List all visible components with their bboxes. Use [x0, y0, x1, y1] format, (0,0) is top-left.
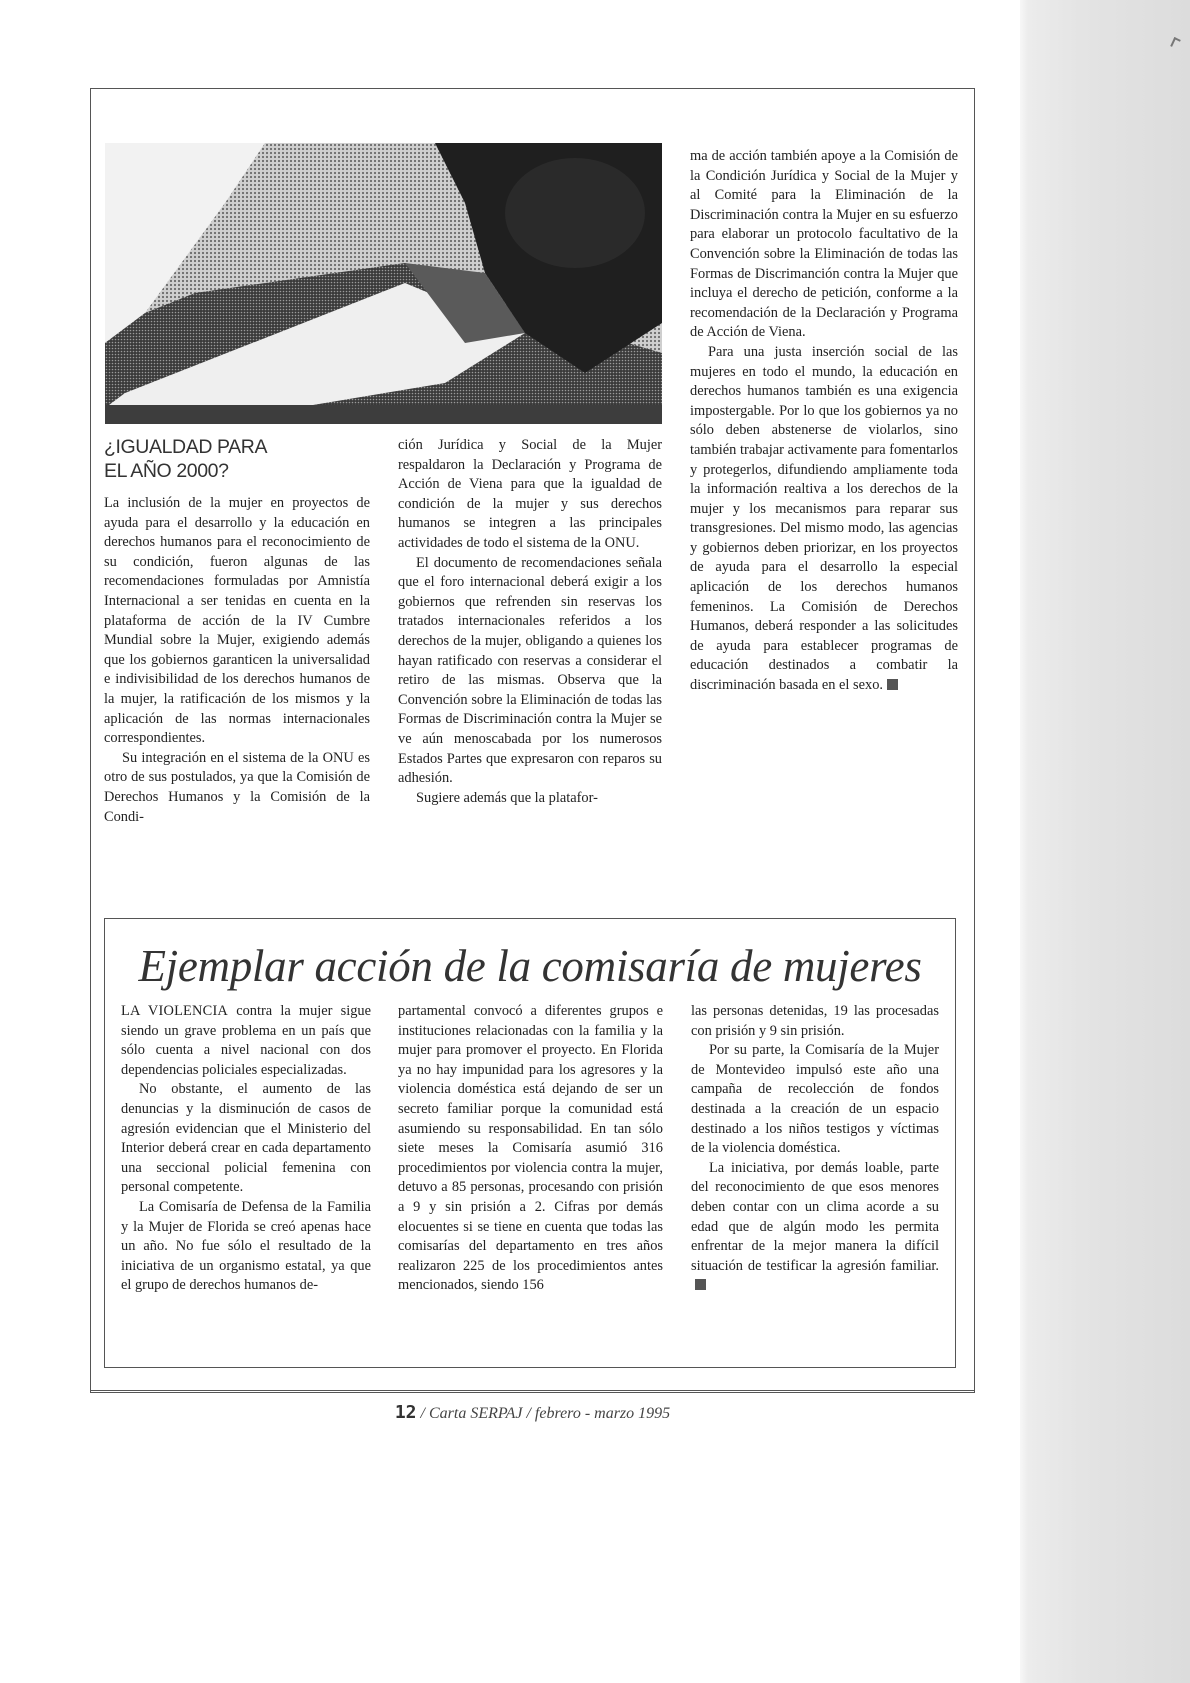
- paragraph: Su integración en el sistema de la ONU es otro de sus postulados, ya que la Comisión de Derechos Humanos y la Comisión de la Condi-: [104, 749, 370, 825]
- footer-rule: [90, 1390, 975, 1391]
- paragraph: Por su parte, la Comisaría de la Mujer de Montevideo impulsó este año una campaña de recolección de fondos destinada a la creación de un espacio destinado a los niños testigos y víctimas de la violencia doméstica.: [691, 1042, 939, 1157]
- article-heading-line-1: ¿IGUALDAD PARA: [104, 436, 268, 458]
- lead-text: contra la mujer sigue siendo un grave problema en un país que sólo cuenta a nivel nacional con dos dependencias policiales especializadas.: [121, 1003, 371, 1078]
- end-of-article-icon: [887, 679, 898, 690]
- paragraph: La Comisaría de Defensa de la Familia y la Mujer de Florida se creó apenas hace un año. No fue sólo el resultado de la iniciativa de un organismo estatal, ya que el grupo de derechos humanos de-: [121, 1198, 371, 1294]
- scan-page-edge: [1020, 0, 1190, 1683]
- boxed-article-column-1: [121, 1002, 371, 1296]
- lead-caps: LA VIOLENCIA: [121, 1003, 229, 1019]
- paragraph: No obstante, el aumento de las denuncias y la disminución de casos de agresión evidencian que el Ministerio del Interior deberá crear en cada departamento una seccional policial femenina con personal competente.: [121, 1081, 371, 1196]
- article-photo: [105, 143, 662, 424]
- paragraph-text: Para una justa inserción social de las mujeres en todo el mundo, la educación en derechos humanos también es una exigencia impostergable. Por lo que los gobiernos ya no sólo deben abstenerse de violarlos, sino también trabajar activamente para fomentarlos y protegerlos, difundiendo ampliamente toda la información realtiva a los derechos de la mujer y los mecanismos para reparar sus transgresiones. Del mismo modo, las agencias y gobiernos deben priorizar, en los proyectos de ayuda para el desarrollo la especial aplicación de los derechos humanos femeninos. La Comisión de Derechos Humanos, deberá responder a las solicitudes de ayuda para establecer programas de educación destinados a combatir la discriminación basada en el sexo.: [690, 343, 958, 694]
- paragraph: ción Jurídica y Social de la Mujer respaldaron la Declaración y Programa de Acción de Viena para que la igualdad de condición de la mujer y sus derechos humanos se integren a las principales actividades de todo el sistema de la ONU.: [398, 437, 662, 551]
- boxed-article-title: Ejemplar acción de la comisaría de mujeres: [138, 941, 922, 991]
- article-heading: [104, 435, 374, 483]
- paragraph: Sugiere además que la platafor-: [416, 789, 598, 806]
- paragraph: las personas detenidas, 19 las procesadas con prisión y 9 sin prisión.: [691, 1003, 939, 1039]
- boxed-article-column-3: [691, 1002, 939, 1296]
- article-column-3: [690, 147, 958, 696]
- lead-paragraph: [121, 1002, 371, 1080]
- end-of-article-icon: [695, 1279, 706, 1290]
- page-number: 12: [394, 1402, 417, 1423]
- paragraph: ma de acción también apoye a la Comisión de la Condición Jurídica y Social de la Mujer y al Comité para la Eliminación de la Discriminación contra la Mujer en su esfuerzo para elaborar un protocolo facultativo de la Convención sobre la Eliminación de todas las Formas de Discrimanción contra la Mujer que incluya el derecho de petición, conforme a la recomendación de la Declaración y Programa de Acción de Viena.: [690, 148, 958, 341]
- article-column-2: [398, 436, 662, 808]
- article-heading-line-2: EL AÑO 2000?: [104, 460, 229, 482]
- publication-info: / Carta SERPAJ / febrero - marzo 1995: [420, 1405, 671, 1422]
- paragraph-with-end-mark: [691, 1159, 939, 1296]
- paragraph-text: La iniciativa, por demás loable, parte del reconocimiento de que esos menores deben contar con un clima acorde a su edad que de algún modo les permita enfrentar de la mejor manera la difícil situación de testificar la agresión familiar.: [691, 1159, 939, 1274]
- article-column-1: [104, 494, 370, 827]
- paragraph-with-end-mark: [690, 343, 958, 696]
- paragraph: partamental convocó a diferentes grupos e instituciones relacionadas con la familia y la mujer para promover el proyecto. En Florida ya no hay impunidad para los agresores y la violencia doméstica está dejando de ser un secreto familiar porque la comunidad está asumiendo su responsabilidad. En tan sólo siete meses la Comisaría asumió 316 procedimientos por violencia contra la mujer, detuvo a 85 personas, procesando con prisión a 9 y sin prisión a 2. Cifras por demás elocuentes si se tiene en cuenta que todas las comisarías del departamento en tres años realizaron 225 de los procedimientos antes mencionados, siendo 156: [398, 1003, 663, 1294]
- page-footer: [90, 1402, 975, 1423]
- boxed-article-column-2: [398, 1002, 663, 1296]
- paragraph: El documento de recomendaciones señala que el foro internacional deberá exigir a los gobiernos que refrenden sin reservas los tratados internacionales referidos a los derechos de la mujer, obligando a quienes los hayan ratificado con reservas a considerar el retiro de las mismas. Observa que la Convención sobre la Eliminación de todas las Formas de Discriminación contra la Mujer se ve aún menoscabada por los numerosos Estados Partes que expresaron con reparos su adhesión.: [398, 554, 662, 787]
- paragraph: La inclusión de la mujer en proyectos de ayuda para el desarrollo y la educación en derechos humanos para el reconocimiento de su condición, fueron algunas de las recomendaciones formuladas por Amnistía Internacional a ser tenidas en cuenta en la plataforma de acción de la IV Cumbre Mundial sobre la Mujer, exigiendo además que los gobiernos garanticen la universalidad e indivisibilidad de los derechos humanos de la mujer, la ratificación de los mismos y la aplicación de las normas internacionales correspondientes.: [104, 495, 370, 747]
